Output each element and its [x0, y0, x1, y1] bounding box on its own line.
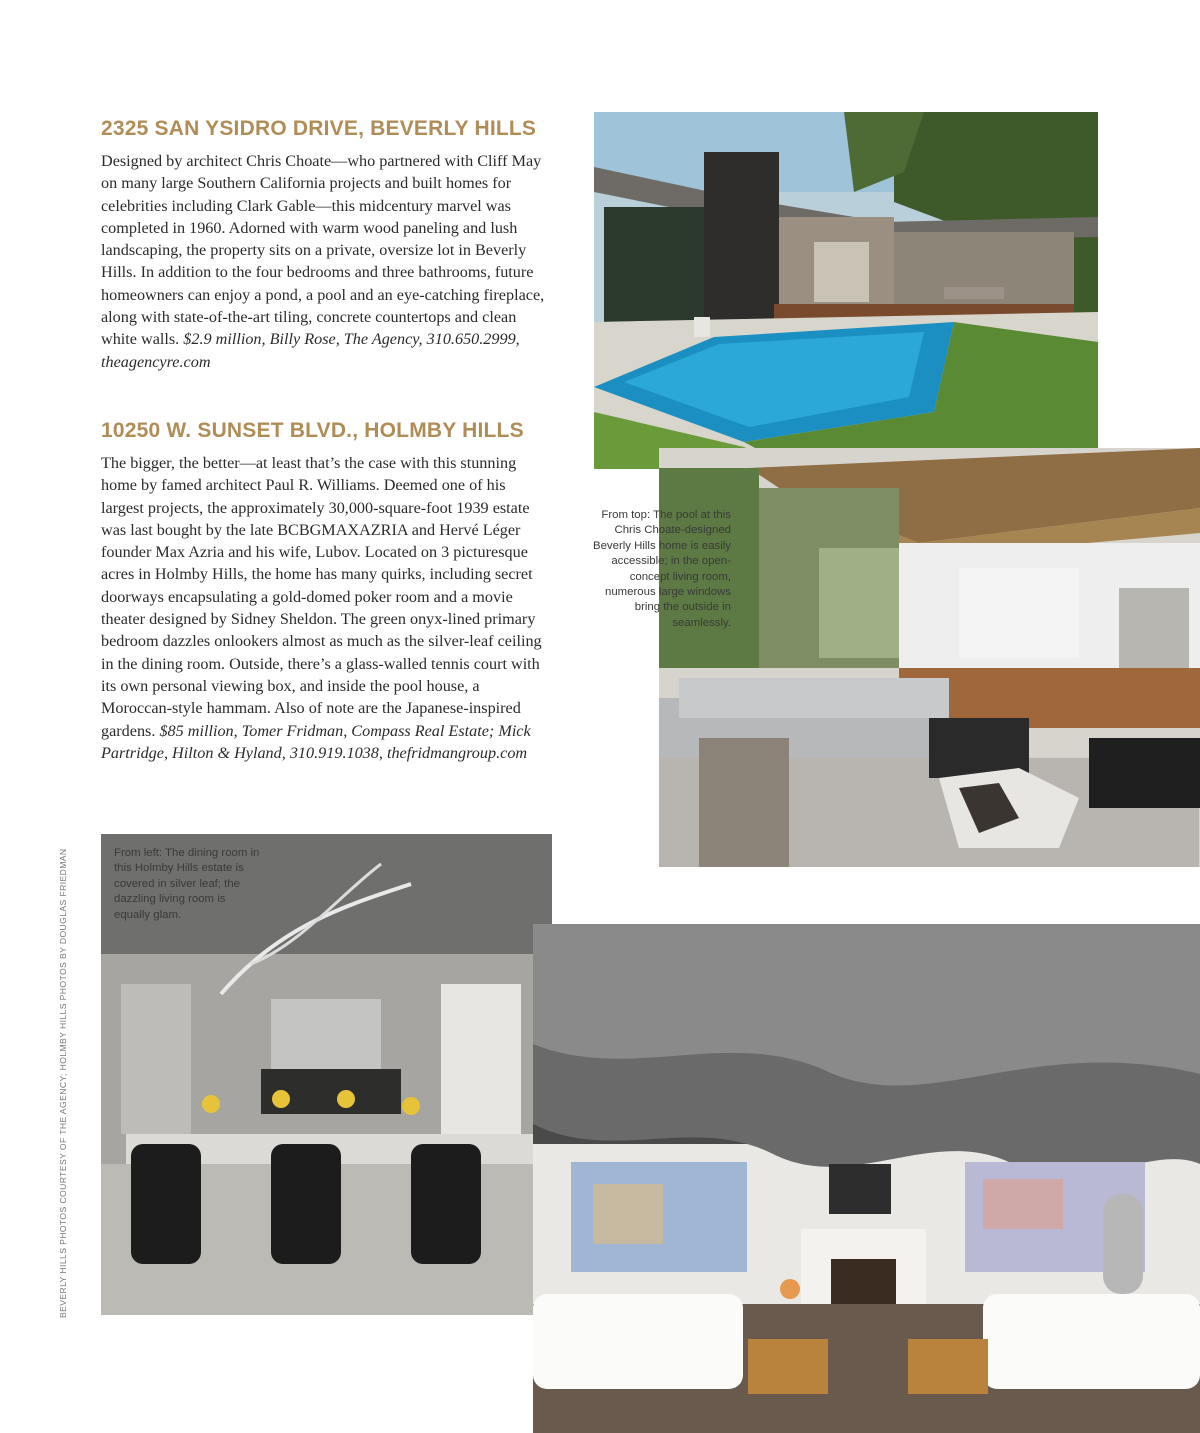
beverly-hills-caption: From top: The pool at this Chris Choate-designed Beverly Hills home is easily accessible; in the open-concept living room, numerous large windows bring the outside in seamlessly.: [593, 509, 731, 629]
listing-2-heading: 10250 W. SUNSET BLVD., HOLMBY HILLS: [101, 419, 524, 442]
listing-1-description: Designed by architect Chris Choate—who partnered with Cliff May on many large Southern California projects and built homes for celebrities including Clark Gable—this midcentury marvel was completed in 1960. Adorned with warm wood paneling and lush landscaping, the property sits on a private, oversize lot in Beverly Hills. In addition to the four bedrooms and three bathrooms, future homeowners can enjoy a pond, a pool and an eye-catching fireplace, along with state-of-the-art tiling, concrete countertops and clean white walls.: [101, 152, 545, 349]
living-room-photo: [659, 448, 1200, 867]
photo-credit: BEVERLY HILLS PHOTOS COURTESY OF THE AGENCY; HOLMBY HILLS PHOTOS BY DOUGLAS FRIEDMAN: [58, 848, 68, 1318]
listing-1-body: [101, 150, 551, 373]
listing-2-body: [101, 452, 551, 764]
pool-photo: [594, 112, 1098, 469]
listing-1-heading: 2325 SAN YSIDRO DRIVE, BEVERLY HILLS: [101, 117, 537, 140]
listing-1-details: $2.9 million, Billy Rose, The Agency, 310.650.2999, theagencyre.com: [101, 330, 520, 371]
glam-living-room-photo: [533, 924, 1200, 1433]
holmby-hills-caption: From left: The dining room in this Holmby Hills estate is covered in silver leaf; the dazzling living room is equally glam.: [114, 847, 260, 921]
listing-2-description: The bigger, the better—at least that’s the case with this stunning home by famed architect Paul R. Williams. Deemed one of his largest projects, the approximately 30,000-square-foot 1939 estate was last bought by the late BCBGMAXAZRIA and Hervé Léger founder Max Azria and his wife, Lubov. Located on 3 picturesque acres in Holmby Hills, the home has many quirks, including secret doorways encapsulating a gold-domed poker room and a movie theater designed by Sidney Sheldon. The green onyx-lined primary bedroom dazzles onlookers almost as much as the silver-leaf ceiling in the dining room. Outside, there’s a glass-walled tennis court with its own personal viewing box, and inside the pool house, a Moroccan-style hammam. Also of note are the Japanese-inspired gardens.: [101, 454, 542, 740]
listing-2-details: $85 million, Tomer Fridman, Compass Real Estate; Mick Partridge, Hilton & Hyland, 310.919.1038, thefridmangroup.com: [101, 721, 531, 762]
